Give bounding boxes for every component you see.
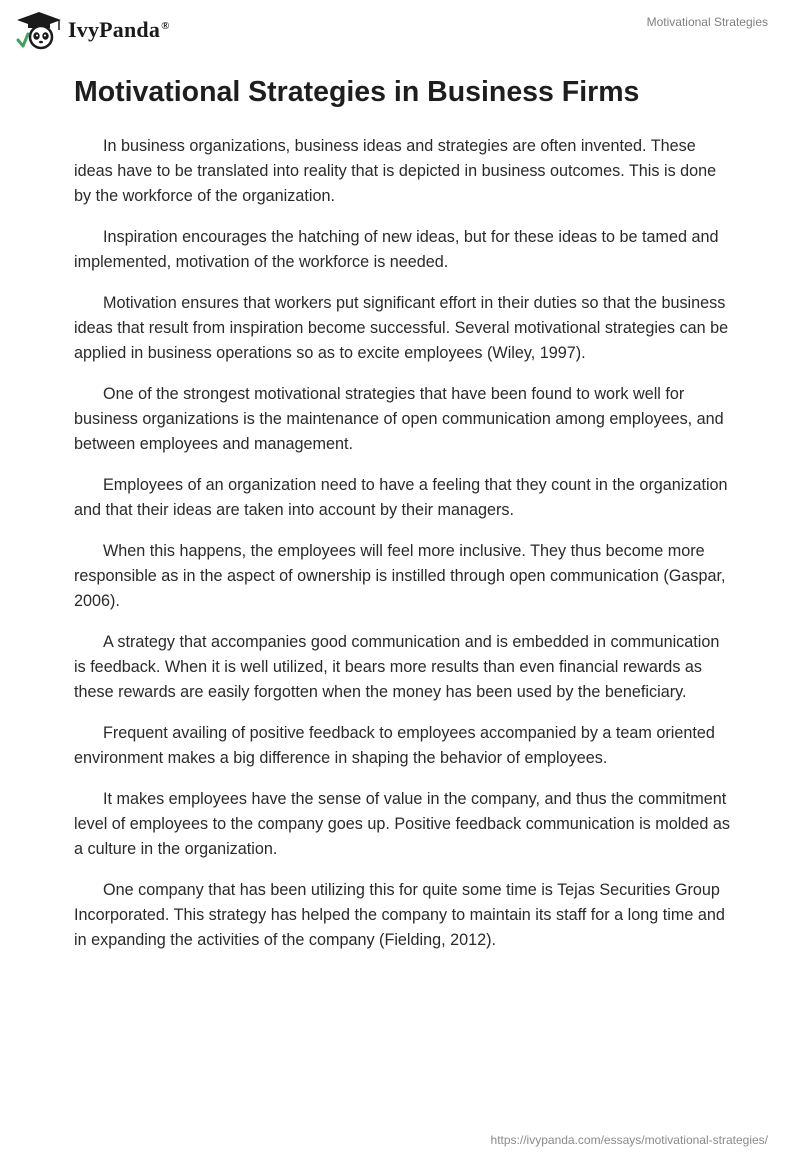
panda-graduate-icon [14, 10, 64, 50]
paragraph: In business organizations, business ideas and strategies are often invented. These ideas have to be translated into reality that is depicted in business outcomes. This is done by the workforce of the organization. [74, 137, 717, 205]
page-header [0, 0, 800, 60]
source-url-link[interactable]: https://ivypanda.com/essays/motivational-strategies/ [490, 1133, 768, 1147]
paragraph: Inspiration encourages the hatching of new ideas, but for these ideas to be tamed and implemented, motivation of the workforce is needed. [74, 228, 719, 271]
paragraph: Frequent availing of positive feedback to employees accompanied by a team oriented environment makes a big difference in shaping the behavior of employees. [74, 724, 715, 767]
document-header-title: Motivational Strategies [646, 15, 768, 29]
paragraph: Motivation ensures that workers put significant effort in their duties so that the business ideas that result from inspiration become successful. Several motivational strategies can be applied in business operations so as to excite employees (Wiley, 1997). [74, 294, 729, 362]
paragraph: One of the strongest motivational strategies that have been found to work well for business organizations is the maintenance of open communication among employees, and between employees and management. [74, 385, 724, 453]
paragraph: A strategy that accompanies good communication and is embedded in communication is feedback. When it is well utilized, it bears more results than even financial rewards as these rewards are easily forgotten when the money has been used by the beneficiary. [74, 633, 720, 701]
page-title: Motivational Strategies in Business Firms [74, 76, 640, 108]
paragraph: Employees of an organization need to have a feeling that they count in the organization and that their ideas are taken into account by their managers. [74, 476, 728, 519]
article [74, 72, 734, 969]
brand-logo[interactable] [14, 10, 170, 50]
paragraph: When this happens, the employees will feel more inclusive. They thus become more responsible as in the aspect of ownership is instilled through open communication (Gaspar, 2006). [74, 542, 726, 610]
brand-name: IvyPanda® [68, 17, 170, 42]
paragraph: It makes employees have the sense of value in the company, and thus the commitment level of employees to the company goes up. Positive feedback communication is molded as a culture in the organization. [74, 790, 730, 858]
paragraph: One company that has been utilizing this for quite some time is Tejas Securities Group Incorporated. This strategy has helped the company to maintain its staff for a long time and in expanding the activities of the company (Fielding, 2012). [74, 881, 725, 949]
registered-mark: ® [161, 19, 170, 32]
